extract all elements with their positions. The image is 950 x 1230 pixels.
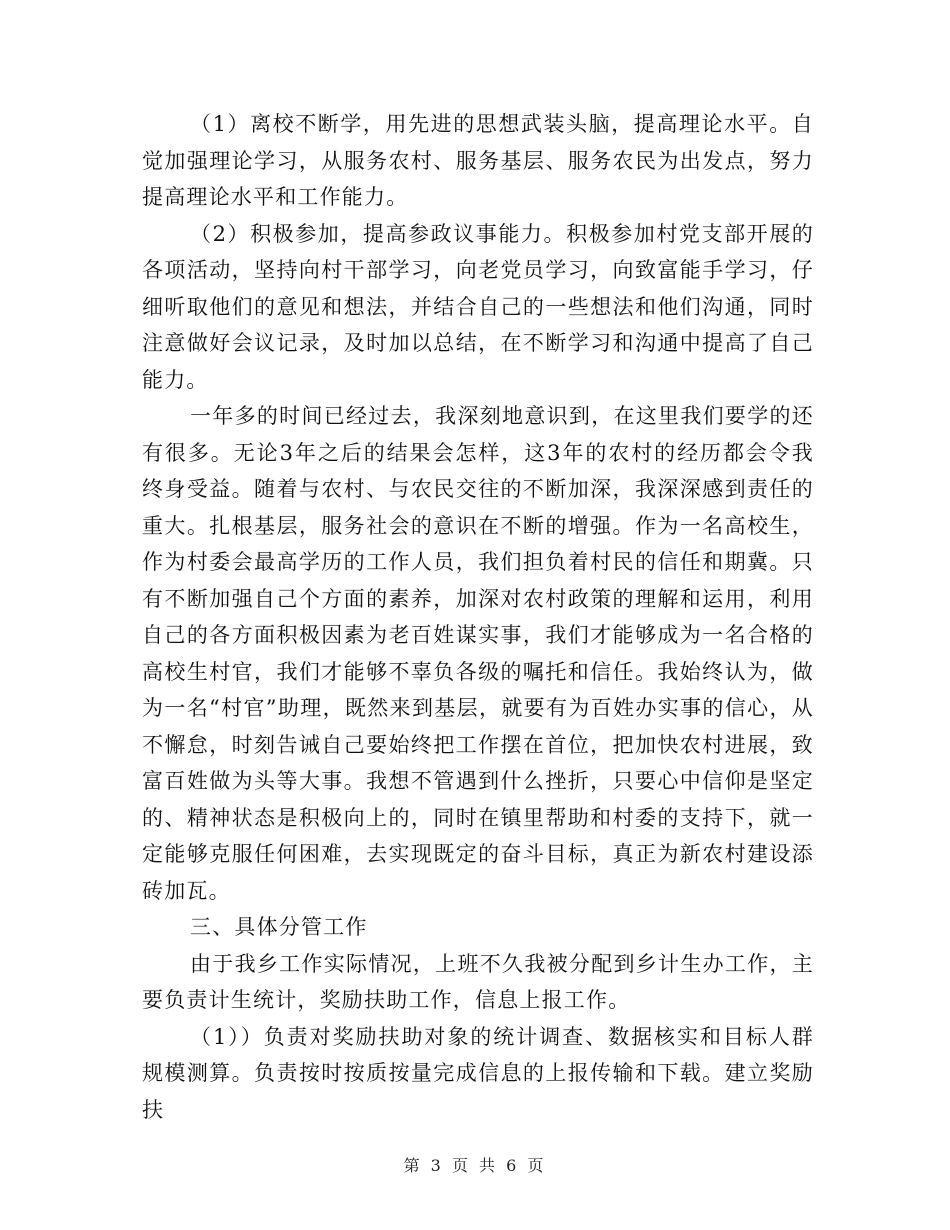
- paragraph-reflection: 一年多的时间已经过去，我深刻地意识到，在这里我们要学的还有很多。无论3年之后的结果会怎样，这3年的农村的经历都会令我终身受益。随着与农村、与农民交往的不断加深，我深深感到责任的重大。扎根基层，服务社会的意识在不断的增强。作为一名高校生，作为村委会最高学历的工作人员，我们担负着村民的信任和期冀。只有不断加强自己个方面的素养，加深对农村政策的理解和运用，利用自己的各方面积极因素为老百姓谋实事，我们才能够成为一名合格的高校生村官，我们才能够不辜负各级的嘱托和信任。我始终认为，做为一名“村官”助理，既然来到基层，就要有为百姓办实事的信心，从不懈怠，时刻告诫自己要始终把工作摆在首位，把加快农村进展，致富百姓做为头等大事。我想不管遇到什么挫折，只要心中信仰是坚定的、精神状态是积极向上的，同时在镇里帮助和村委的支持下，就一定能够克服任何困难，去实现既定的奋斗目标，真正为新农村建设添砖加瓦。: [142, 404, 814, 903]
- paragraph-duties: （1））负责对奖励扶助对象的统计调查、数据核实和目标人群规模测算。负责按时按质按量完成信息的上报传输和下载。建立奖励扶: [142, 1024, 814, 1122]
- document-body: [142, 106, 814, 1128]
- paragraph-study: （1）离校不断学，用先进的思想武装头脑，提高理论水平。自觉加强理论学习，从服务农村、服务基层、服务农民为出发点，努力提高理论水平和工作能力。: [142, 112, 814, 209]
- page-number-footer: 第 3 页 共 6 页: [403, 1156, 547, 1175]
- paragraph-participation: （2）积极参加，提高参政议事能力。积极参加村党支部开展的各项活动，坚持向村干部学习，向老党员学习，向致富能手学习，仔细听取他们的意见和想法，并结合自己的一些想法和他们沟通，同时注意做好会议记录，及时加以总结，在不断学习和沟通中提高了自己能力。: [142, 221, 814, 392]
- section-heading: 三、具体分管工作: [190, 915, 368, 939]
- paragraph-assignment: 由于我乡工作实际情况，上班不久我被分配到乡计生办工作，主要负责计生统计，奖励扶助工作，信息上报工作。: [142, 951, 814, 1012]
